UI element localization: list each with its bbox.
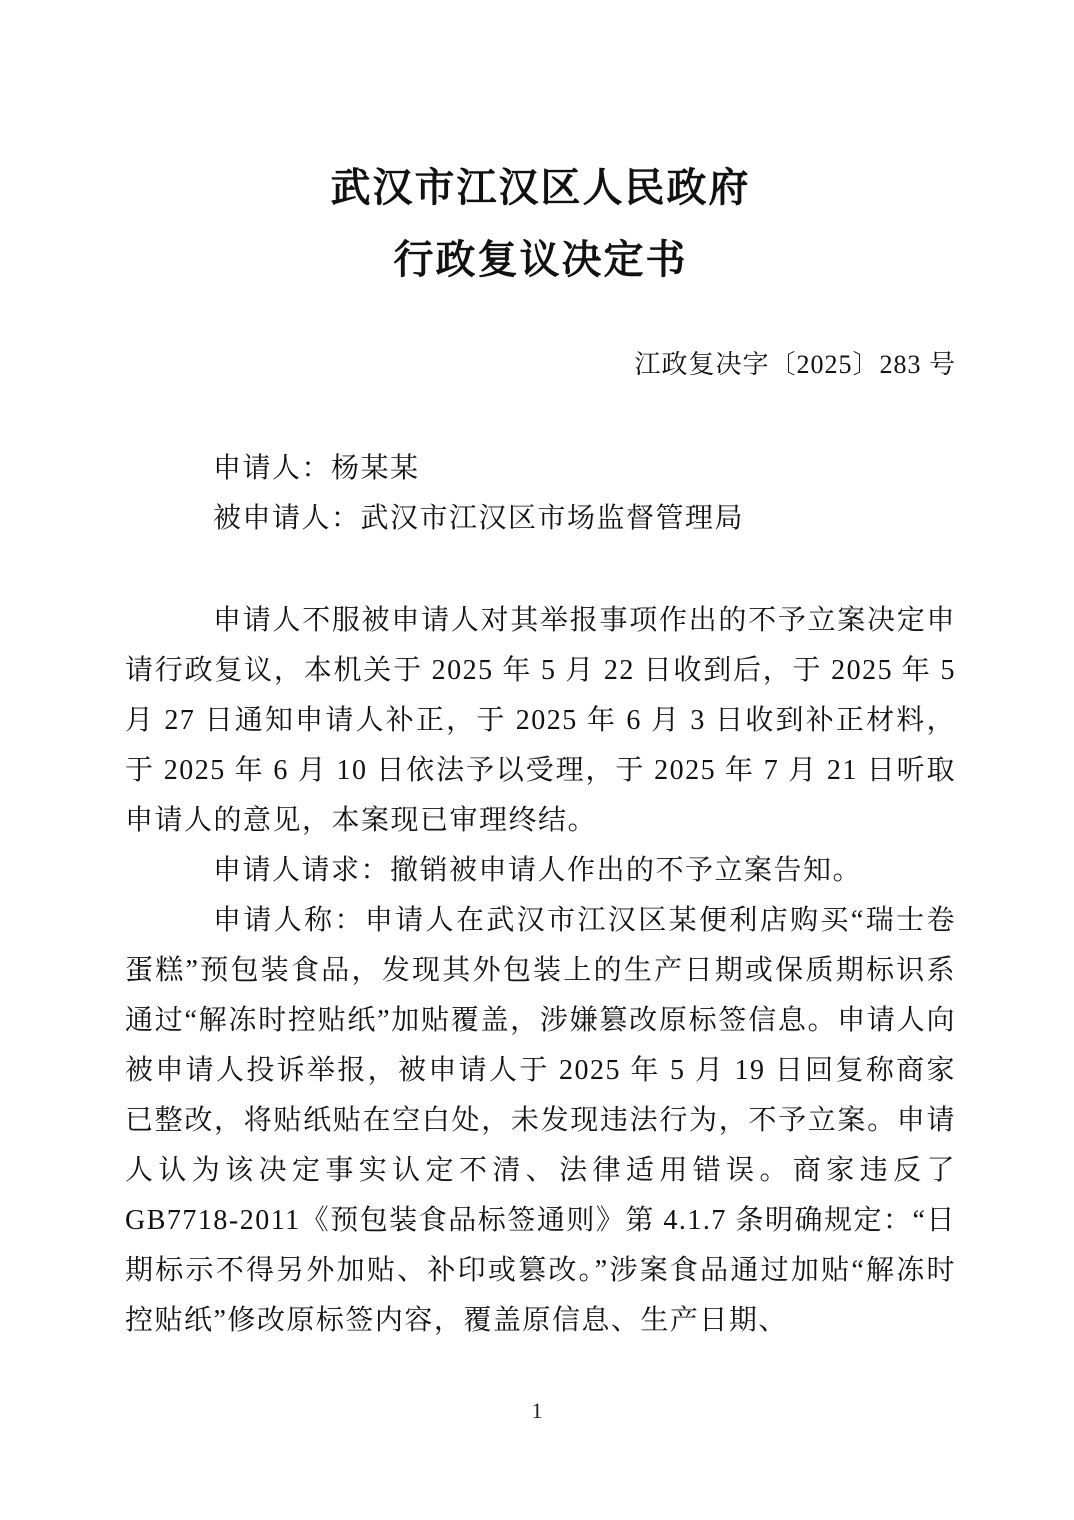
parties-block [125,444,956,544]
page-number: 1 [531,1398,543,1423]
applicant-line: 申请人：杨某某 [213,453,420,484]
document-title-line2: 行政复议决定书 [393,237,688,282]
document-title [125,152,956,296]
respondent-line: 被申请人：武汉市江汉区市场监督管理局 [213,503,745,534]
body-paragraph-claims: 申请人称：申请人在武汉市江汉区某便利店购买“瑞士卷蛋糕”预包装食品，发现其外包装上的生产日期或保质期标识系通过“解冻时控贴纸”加贴覆盖，涉嫌篡改原标签信息。申请人向被申请人投诉举报，被申请人于 2025 年 5 月 19 日回复称商家已整改，将贴纸贴在空白处，未发现违法行为，不予立案。申请人认为该决定事实认定不清、法律适用错误。商家违反了 GB7718-2011《预包装食品标签通则》第 4.1.7 条明确规定：“日期标示不得另外加贴、补印或篡改。”涉案食品通过加贴“解冻时控贴纸”修改原标签内容，覆盖原信息、生产日期、 [125,905,956,1336]
document-title-line1: 武汉市江汉区人民政府 [330,165,751,210]
document-body [125,596,956,1346]
body-paragraph-request: 申请人请求：撤销被申请人作出的不予立案告知。 [213,855,863,886]
document-number: 江政复决字〔2025〕283 号 [634,350,956,379]
body-paragraph-procedure: 申请人不服被申请人对其举报事项作出的不予立案决定申请行政复议，本机关于 2025 年 5 月 22 日收到后，于 2025 年 5 月 27 日通知申请人补正，于 2025 年 6 月 3 日收到补正材料，于 2025 年 6 月 10 日依法予以受理，于 2025 年 7 月 21 日听取申请人的意见，本案现已审理终结。 [125,605,956,836]
